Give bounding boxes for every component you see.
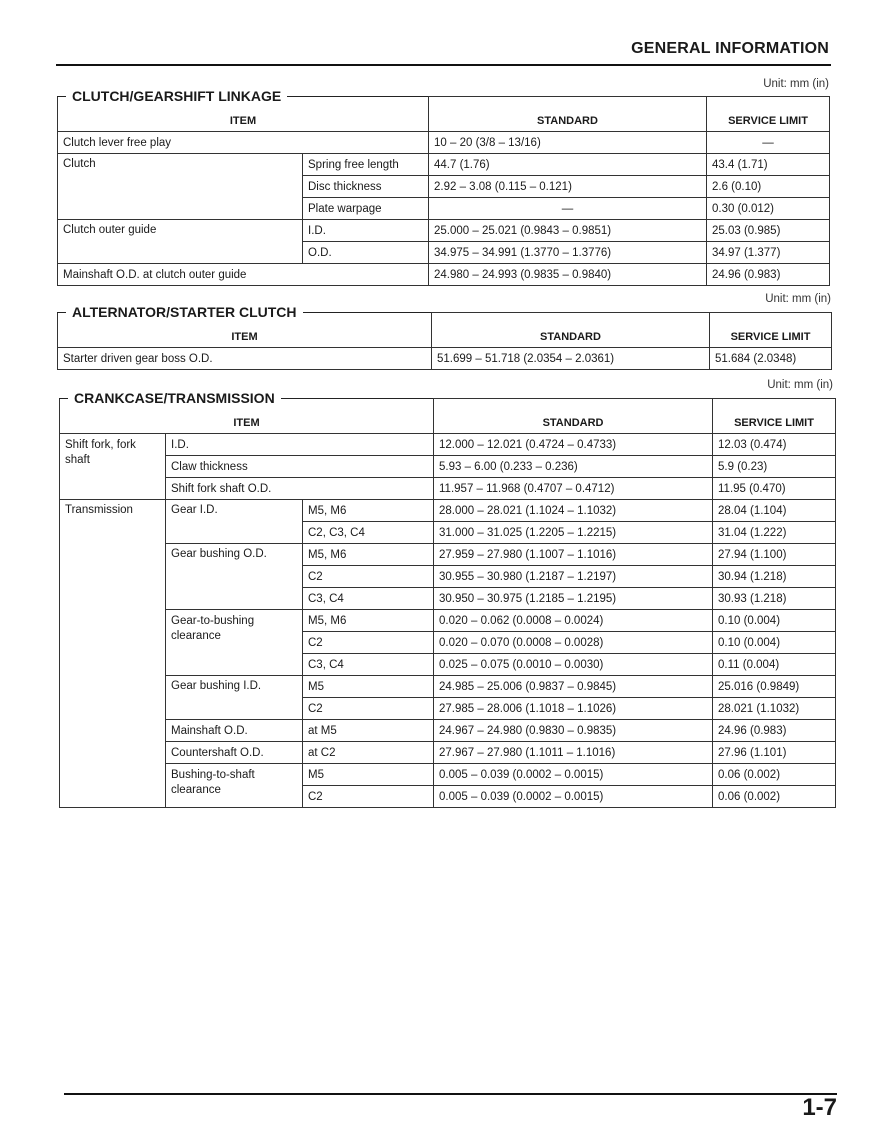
gear-cell: M5, M6 [303, 500, 434, 522]
standard-cell: 24.985 – 25.006 (0.9837 – 0.9845) [434, 676, 713, 698]
unit-label-clutch: Unit: mm (in) [763, 78, 829, 90]
table-row [58, 220, 830, 242]
gear-cell: C3, C4 [303, 588, 434, 610]
limit-cell: 11.95 (0.470) [713, 478, 836, 500]
limit-cell: 25.016 (0.9849) [713, 676, 836, 698]
crankcase-spec-table [59, 398, 836, 808]
standard-cell: — [429, 198, 707, 220]
sub-item-cell: Gear bushing O.D. [166, 544, 303, 610]
standard-cell: 34.975 – 34.991 (1.3770 – 1.3776) [429, 242, 707, 264]
limit-cell: — [707, 132, 830, 154]
item-cell: Clutch outer guide [58, 220, 303, 264]
item-cell: Shift fork, fork shaft [60, 434, 166, 500]
col-item-header: ITEM [60, 399, 434, 434]
limit-cell: 43.4 (1.71) [707, 154, 830, 176]
sub-item-cell: Bushing-to-shaft clearance [166, 764, 303, 808]
table-row [58, 264, 830, 286]
standard-cell: 0.005 – 0.039 (0.0002 – 0.0015) [434, 764, 713, 786]
clutch-spec-table [57, 96, 830, 286]
item-cell: Mainshaft O.D. at clutch outer guide [58, 264, 429, 286]
sub-item-cell: Spring free length [303, 154, 429, 176]
limit-cell: 25.03 (0.985) [707, 220, 830, 242]
gear-cell: C2 [303, 786, 434, 808]
table-row [60, 500, 836, 522]
limit-cell: 28.021 (1.1032) [713, 698, 836, 720]
sub-item-cell: O.D. [303, 242, 429, 264]
table-row [60, 456, 836, 478]
sub-item-cell: Shift fork shaft O.D. [166, 478, 434, 500]
gear-cell: C2 [303, 632, 434, 654]
standard-cell: 12.000 – 12.021 (0.4724 – 0.4733) [434, 434, 713, 456]
standard-cell: 0.025 – 0.075 (0.0010 – 0.0030) [434, 654, 713, 676]
standard-cell: 0.005 – 0.039 (0.0002 – 0.0015) [434, 786, 713, 808]
gear-cell: C2 [303, 698, 434, 720]
table-row [58, 348, 832, 370]
limit-cell: 0.10 (0.004) [713, 632, 836, 654]
item-cell: Transmission [60, 500, 166, 808]
col-standard-header: STANDARD [432, 313, 710, 348]
sub-item-cell: Claw thickness [166, 456, 434, 478]
table-row [60, 544, 836, 566]
limit-cell: 24.96 (0.983) [713, 720, 836, 742]
standard-cell: 27.959 – 27.980 (1.1007 – 1.1016) [434, 544, 713, 566]
table-row [60, 434, 836, 456]
standard-cell: 10 – 20 (3/8 – 13/16) [429, 132, 707, 154]
standard-cell: 25.000 – 25.021 (0.9843 – 0.9851) [429, 220, 707, 242]
table-row [60, 720, 836, 742]
sub-item-cell: Gear bushing I.D. [166, 676, 303, 720]
sub-item-cell: Disc thickness [303, 176, 429, 198]
sub-item-cell: I.D. [303, 220, 429, 242]
limit-cell: 31.04 (1.222) [713, 522, 836, 544]
sub-item-cell: I.D. [166, 434, 434, 456]
standard-cell: 24.980 – 24.993 (0.9835 – 0.9840) [429, 264, 707, 286]
col-item-header: ITEM [58, 313, 432, 348]
col-limit-header: SERVICE LIMIT [713, 399, 836, 434]
col-limit-header: SERVICE LIMIT [710, 313, 832, 348]
gear-cell: M5 [303, 764, 434, 786]
standard-cell: 30.950 – 30.975 (1.2185 – 1.2195) [434, 588, 713, 610]
gear-cell: at M5 [303, 720, 434, 742]
limit-cell: 51.684 (2.0348) [710, 348, 832, 370]
standard-cell: 0.020 – 0.070 (0.0008 – 0.0028) [434, 632, 713, 654]
table-row [60, 478, 836, 500]
limit-cell: 0.06 (0.002) [713, 786, 836, 808]
standard-cell: 24.967 – 24.980 (0.9830 – 0.9835) [434, 720, 713, 742]
gear-cell: M5, M6 [303, 610, 434, 632]
limit-cell: 2.6 (0.10) [707, 176, 830, 198]
standard-cell: 0.020 – 0.062 (0.0008 – 0.0024) [434, 610, 713, 632]
unit-label-alternator: Unit: mm (in) [765, 293, 831, 305]
limit-cell: 0.11 (0.004) [713, 654, 836, 676]
item-cell: Starter driven gear boss O.D. [58, 348, 432, 370]
col-standard-header: STANDARD [434, 399, 713, 434]
limit-cell: 12.03 (0.474) [713, 434, 836, 456]
gear-cell: at C2 [303, 742, 434, 764]
limit-cell: 27.96 (1.101) [713, 742, 836, 764]
standard-cell: 51.699 – 51.718 (2.0354 – 2.0361) [432, 348, 710, 370]
sub-item-cell: Gear-to-bushing clearance [166, 610, 303, 676]
gear-cell: C2 [303, 566, 434, 588]
limit-cell: 28.04 (1.104) [713, 500, 836, 522]
table-row [60, 764, 836, 786]
standard-cell: 11.957 – 11.968 (0.4707 – 0.4712) [434, 478, 713, 500]
table-row [60, 742, 836, 764]
standard-cell: 2.92 – 3.08 (0.115 – 0.121) [429, 176, 707, 198]
limit-cell: 34.97 (1.377) [707, 242, 830, 264]
standard-cell: 30.955 – 30.980 (1.2187 – 1.2197) [434, 566, 713, 588]
standard-cell: 31.000 – 31.025 (1.2205 – 1.2215) [434, 522, 713, 544]
gear-cell: C2, C3, C4 [303, 522, 434, 544]
section-title-clutch: CLUTCH/GEARSHIFT LINKAGE [66, 88, 287, 104]
page-number: 1-7 [802, 1094, 837, 1121]
limit-cell: 0.10 (0.004) [713, 610, 836, 632]
standard-cell: 27.985 – 28.006 (1.1018 – 1.1026) [434, 698, 713, 720]
gear-cell: M5, M6 [303, 544, 434, 566]
limit-cell: 30.94 (1.218) [713, 566, 836, 588]
sub-item-cell: Plate warpage [303, 198, 429, 220]
col-item-header: ITEM [58, 97, 429, 132]
standard-cell: 5.93 – 6.00 (0.233 – 0.236) [434, 456, 713, 478]
standard-cell: 27.967 – 27.980 (1.1011 – 1.1016) [434, 742, 713, 764]
table-row [58, 132, 830, 154]
standard-cell: 28.000 – 28.021 (1.1024 – 1.1032) [434, 500, 713, 522]
section-title-alternator: ALTERNATOR/STARTER CLUTCH [66, 304, 303, 320]
standard-cell: 44.7 (1.76) [429, 154, 707, 176]
col-limit-header: SERVICE LIMIT [707, 97, 830, 132]
footer-rule [64, 1093, 837, 1095]
table-row [60, 676, 836, 698]
table-row [60, 610, 836, 632]
sub-item-cell: Mainshaft O.D. [166, 720, 303, 742]
limit-cell: 24.96 (0.983) [707, 264, 830, 286]
limit-cell: 0.06 (0.002) [713, 764, 836, 786]
sub-item-cell: Countershaft O.D. [166, 742, 303, 764]
section-title-crankcase: CRANKCASE/TRANSMISSION [68, 390, 281, 406]
limit-cell: 30.93 (1.218) [713, 588, 836, 610]
header-rule [56, 64, 831, 66]
limit-cell: 27.94 (1.100) [713, 544, 836, 566]
item-cell: Clutch [58, 154, 303, 220]
limit-cell: 0.30 (0.012) [707, 198, 830, 220]
alternator-spec-table [57, 312, 832, 370]
col-standard-header: STANDARD [429, 97, 707, 132]
gear-cell: C3, C4 [303, 654, 434, 676]
table-row [58, 154, 830, 176]
gear-cell: M5 [303, 676, 434, 698]
page-header-title: GENERAL INFORMATION [631, 40, 829, 57]
limit-cell: 5.9 (0.23) [713, 456, 836, 478]
item-cell: Clutch lever free play [58, 132, 429, 154]
sub-item-cell: Gear I.D. [166, 500, 303, 544]
unit-label-crankcase: Unit: mm (in) [767, 379, 833, 391]
